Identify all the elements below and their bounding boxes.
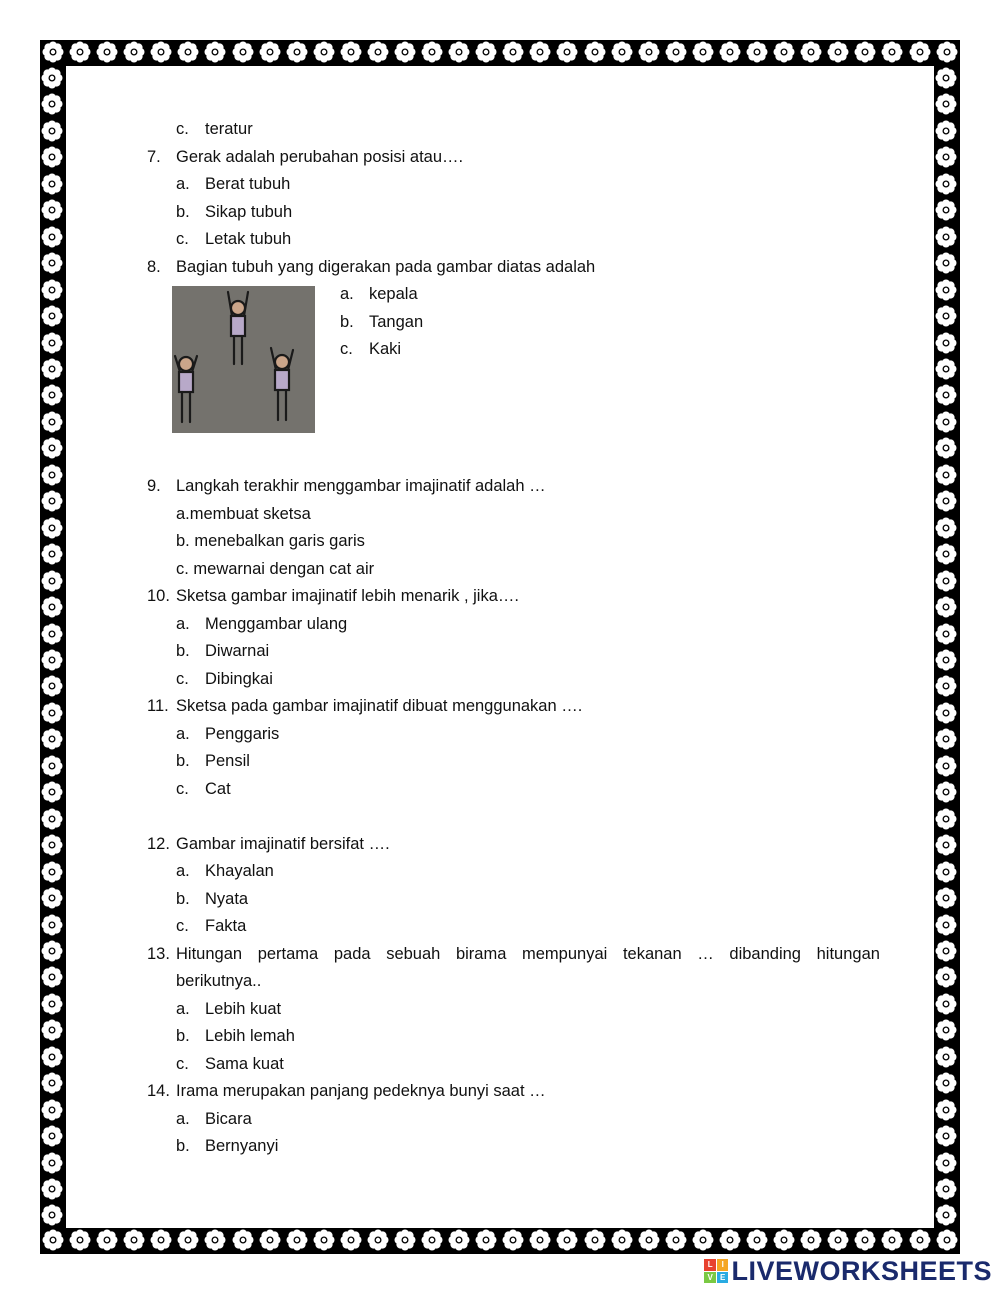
question	[147, 254, 880, 282]
option-text: Dibingkai	[205, 669, 273, 688]
answer-option	[147, 116, 880, 144]
flower-icon	[40, 886, 64, 910]
option-text: Sikap tubuh	[205, 202, 293, 221]
flower-icon	[285, 40, 309, 64]
flower-icon	[40, 145, 64, 169]
option-text: Lebih kuat	[205, 999, 282, 1018]
flower-icon	[934, 595, 958, 619]
option-text: Cat	[205, 779, 231, 798]
flower-icon	[908, 1228, 932, 1252]
flower-icon	[934, 913, 958, 937]
flower-icon	[934, 1151, 958, 1175]
flower-icon	[40, 304, 64, 328]
flower-icon	[934, 939, 958, 963]
questions-top	[147, 116, 880, 281]
flower-icon	[799, 40, 823, 64]
question-number: 10.	[147, 587, 170, 605]
option-text: Khayalan	[205, 862, 274, 880]
flower-icon	[203, 40, 227, 64]
question-word: hitungan	[816, 944, 880, 963]
flower-icon	[176, 1228, 200, 1252]
flower-icon	[583, 1228, 607, 1252]
question-word: mempunyai	[522, 944, 608, 963]
question-text: Sketsa pada gambar imajinatif dibuat menggunakan ….	[176, 697, 583, 715]
flower-icon	[40, 410, 64, 434]
option-letter: b.	[176, 202, 190, 221]
option-text: Letak tubuh	[205, 230, 292, 248]
flower-icon	[122, 40, 146, 64]
flower-icon	[934, 410, 958, 434]
flower-icon	[420, 40, 444, 64]
flower-icon	[501, 40, 525, 64]
flower-icon	[40, 225, 64, 249]
question-number: 13.	[147, 944, 170, 963]
flower-icon	[934, 1045, 958, 1069]
question-8-figure-block	[147, 281, 880, 473]
flower-icon	[934, 225, 958, 249]
option-letter: a.	[340, 285, 354, 303]
flower-icon	[934, 860, 958, 884]
option-text: Pensil	[205, 752, 250, 770]
question	[147, 144, 880, 172]
exercise-figure-image	[172, 286, 315, 433]
flower-icon	[934, 278, 958, 302]
spacer	[147, 803, 880, 831]
flower-icon	[40, 1203, 64, 1227]
question-text: Langkah terakhir menggambar imajinatif adalah …	[176, 477, 546, 495]
question-word: tekanan	[622, 944, 682, 963]
option-text: Bernyanyi	[205, 1137, 279, 1155]
question-word: sebuah	[386, 944, 441, 963]
flower-icon	[149, 1228, 173, 1252]
flower-icon	[691, 1228, 715, 1252]
flower-icon	[40, 251, 64, 275]
flower-icon	[934, 1018, 958, 1042]
flower-icon	[934, 754, 958, 778]
flower-icon	[934, 66, 958, 90]
option-letter: a.	[176, 724, 190, 743]
flower-icon	[40, 516, 64, 540]
question-number: 11.	[147, 697, 169, 715]
option-letter: c.	[176, 230, 189, 248]
question-word: pada	[333, 944, 371, 963]
flower-icon	[934, 807, 958, 831]
question-number: 14.	[147, 1082, 170, 1100]
answer-option	[147, 996, 880, 1024]
flower-icon	[934, 965, 958, 989]
answer-option	[147, 721, 880, 749]
flower-icon	[420, 1228, 444, 1252]
flower-icon	[366, 1228, 390, 1252]
answer-option	[312, 281, 612, 309]
flower-icon	[40, 542, 64, 566]
answer-option: c. mewarnai dengan cat air	[176, 559, 375, 578]
question-word: birama	[455, 944, 507, 963]
flower-icon	[40, 939, 64, 963]
flower-icon	[176, 40, 200, 64]
flower-icon	[40, 569, 64, 593]
option-letter: b.	[340, 312, 354, 331]
answer-option	[147, 1106, 880, 1134]
option-text: Tangan	[369, 312, 424, 331]
flower-icon	[934, 198, 958, 222]
option-letter: c.	[340, 340, 353, 358]
answer-option	[147, 776, 880, 804]
worksheet-content	[147, 116, 880, 1161]
question	[147, 693, 880, 721]
question-word: Hitungan	[176, 944, 243, 963]
flower-icon	[934, 357, 958, 381]
option-letter: a.	[176, 614, 190, 633]
flower-icon	[258, 40, 282, 64]
flower-icon	[934, 833, 958, 857]
flower-icon	[40, 1071, 64, 1095]
option-text: Fakta	[205, 917, 247, 935]
flower-icon	[637, 1228, 661, 1252]
question-text: Irama merupakan panjang pedeknya bunyi saat …	[176, 1082, 546, 1100]
flower-icon	[826, 40, 850, 64]
option-text: kepala	[369, 285, 418, 303]
flower-icon	[95, 1228, 119, 1252]
flower-icon	[934, 304, 958, 328]
answer-option	[312, 336, 612, 364]
flower-icon	[40, 674, 64, 698]
option-letter: a.	[176, 862, 190, 880]
flower-icon	[934, 727, 958, 751]
option-text: Penggaris	[205, 724, 280, 743]
flower-icon	[339, 40, 363, 64]
flower-icon	[934, 436, 958, 460]
flower-icon	[583, 40, 607, 64]
option-text: teratur	[205, 120, 253, 138]
flower-icon	[203, 1228, 227, 1252]
flower-icon	[41, 40, 65, 64]
flower-icon	[40, 1151, 64, 1175]
flower-icon	[40, 833, 64, 857]
flower-icon	[934, 1124, 958, 1148]
flower-icon	[40, 278, 64, 302]
flower-icon	[934, 145, 958, 169]
flower-icon	[934, 119, 958, 143]
option-letter: c.	[176, 779, 189, 798]
flower-icon	[40, 198, 64, 222]
liveworksheets-logo-mark	[704, 1259, 728, 1283]
flower-icon	[366, 40, 390, 64]
flower-icon	[691, 40, 715, 64]
border-bottom	[40, 1228, 960, 1254]
flower-icon	[745, 40, 769, 64]
flower-icon	[853, 1228, 877, 1252]
flower-icon	[447, 40, 471, 64]
question-number: 8.	[147, 257, 161, 276]
flower-icon	[312, 1228, 336, 1252]
question-number: 12.	[147, 834, 170, 853]
flower-icon	[934, 992, 958, 1016]
children-raising-hands-illustration	[172, 286, 315, 433]
flower-icon	[339, 1228, 363, 1252]
flower-icon	[40, 489, 64, 513]
option-letter: a.	[176, 175, 190, 193]
flower-icon	[474, 1228, 498, 1252]
option-letter: b.	[176, 889, 190, 908]
question	[147, 831, 880, 859]
flower-icon	[40, 66, 64, 90]
answer-option	[147, 913, 880, 941]
flower-icon	[934, 331, 958, 355]
flower-icon	[934, 172, 958, 196]
flower-icon	[934, 92, 958, 116]
flower-icon	[40, 1045, 64, 1069]
flower-icon	[40, 780, 64, 804]
flower-icon	[935, 1228, 959, 1252]
flower-icon	[95, 40, 119, 64]
logo-mark-letter: I	[717, 1259, 729, 1271]
answer-option	[147, 748, 880, 776]
flower-icon	[799, 1228, 823, 1252]
option-text: Diwarnai	[205, 642, 270, 660]
flower-icon	[40, 860, 64, 884]
answer-option	[147, 226, 880, 254]
flower-icon	[718, 1228, 742, 1252]
flower-icon	[40, 1098, 64, 1122]
flower-icon	[772, 40, 796, 64]
flower-icon	[935, 40, 959, 64]
question-13	[147, 941, 880, 969]
flower-icon	[934, 383, 958, 407]
flower-icon	[908, 40, 932, 64]
flower-icon	[40, 648, 64, 672]
flower-icon	[231, 40, 255, 64]
flower-icon	[40, 172, 64, 196]
option-letter: b.	[176, 642, 190, 660]
option-text: Menggambar ulang	[205, 614, 348, 633]
answer-option	[147, 858, 880, 886]
question-text: Sketsa gambar imajinatif lebih menarik , jika….	[176, 587, 519, 605]
flower-icon	[772, 1228, 796, 1252]
flower-icon	[68, 1228, 92, 1252]
flower-icon	[474, 40, 498, 64]
flower-icon	[41, 1228, 65, 1252]
question	[147, 1078, 880, 1106]
flower-icon	[285, 1228, 309, 1252]
questions-middle	[147, 473, 880, 941]
flower-icon	[934, 622, 958, 646]
flower-icon	[40, 913, 64, 937]
flower-icon	[40, 1177, 64, 1201]
answer-option	[147, 1023, 880, 1051]
flower-icon	[149, 40, 173, 64]
question-word: pertama	[257, 944, 319, 963]
flower-icon	[826, 1228, 850, 1252]
flower-icon	[934, 569, 958, 593]
flower-icon	[393, 40, 417, 64]
answer-option	[312, 309, 612, 337]
option-text: Kaki	[369, 340, 402, 358]
flower-icon	[934, 1098, 958, 1122]
flower-icon	[934, 489, 958, 513]
flower-icon	[40, 383, 64, 407]
option-letter: c.	[176, 917, 189, 935]
answer-option	[147, 886, 880, 914]
answer-option	[147, 199, 880, 227]
option-letter: b.	[176, 752, 190, 770]
option-text: Berat tubuh	[205, 175, 291, 193]
question-text: Gerak adalah perubahan posisi atau….	[176, 147, 464, 166]
flower-icon	[40, 807, 64, 831]
flower-icon	[664, 1228, 688, 1252]
flower-icon	[637, 40, 661, 64]
question-13-continuation: berikutnya..	[176, 972, 262, 990]
liveworksheets-logo-text: LIVEWORKSHEETS	[731, 1255, 992, 1286]
flower-icon	[610, 40, 634, 64]
flower-icon	[934, 1071, 958, 1095]
flower-icon	[40, 622, 64, 646]
logo-mark-letter: E	[717, 1272, 729, 1284]
flower-icon	[934, 701, 958, 725]
option-letter: c.	[176, 120, 189, 138]
flower-icon	[231, 1228, 255, 1252]
flower-icon	[40, 331, 64, 355]
flower-icon	[40, 357, 64, 381]
flower-icon	[934, 674, 958, 698]
answer-option	[147, 171, 880, 199]
flower-icon	[40, 463, 64, 487]
answer-option: a.membuat sketsa	[176, 504, 311, 523]
border-left	[40, 66, 66, 1228]
flower-icon	[934, 542, 958, 566]
flower-icon	[40, 754, 64, 778]
flower-icon	[934, 1177, 958, 1201]
answer-option: b. menebalkan garis garis	[176, 532, 365, 550]
flower-icon	[447, 1228, 471, 1252]
flower-icon	[393, 1228, 417, 1252]
flower-icon	[555, 40, 579, 64]
question	[147, 583, 880, 611]
question-number: 7.	[147, 147, 161, 166]
flower-icon	[40, 595, 64, 619]
flower-icon	[40, 965, 64, 989]
question	[147, 473, 880, 501]
question-13-text	[176, 941, 880, 969]
question-word: …	[697, 944, 714, 963]
option-text: Nyata	[205, 889, 249, 908]
flower-icon	[880, 40, 904, 64]
border-top	[40, 40, 960, 66]
flower-icon	[934, 648, 958, 672]
flower-icon	[664, 40, 688, 64]
questions-bottom	[147, 996, 880, 1161]
flower-icon	[40, 1018, 64, 1042]
answer-option	[147, 1133, 880, 1161]
flower-icon	[718, 40, 742, 64]
option-letter: b.	[176, 1137, 190, 1155]
flower-icon	[528, 40, 552, 64]
flower-icon	[312, 40, 336, 64]
logo-mark-letter: L	[704, 1259, 716, 1271]
option-letter: c.	[176, 1054, 189, 1073]
answer-option	[147, 638, 880, 666]
flower-icon	[880, 1228, 904, 1252]
flower-icon	[40, 92, 64, 116]
option-text: Lebih lemah	[205, 1027, 295, 1045]
flower-icon	[853, 40, 877, 64]
flower-icon	[40, 701, 64, 725]
flower-icon	[555, 1228, 579, 1252]
flower-icon	[258, 1228, 282, 1252]
flower-icon	[40, 727, 64, 751]
flower-icon	[68, 40, 92, 64]
option-text: Sama kuat	[205, 1054, 284, 1073]
answer-option	[147, 611, 880, 639]
flower-icon	[934, 463, 958, 487]
answer-option	[147, 1051, 880, 1079]
option-letter: b.	[176, 1027, 190, 1045]
flower-icon	[745, 1228, 769, 1252]
flower-icon	[40, 119, 64, 143]
flower-icon	[934, 1203, 958, 1227]
liveworksheets-logo	[704, 1256, 992, 1286]
flower-icon	[934, 780, 958, 804]
flower-icon	[501, 1228, 525, 1252]
option-letter: a.	[176, 1109, 190, 1128]
flower-icon	[40, 1124, 64, 1148]
flower-icon	[528, 1228, 552, 1252]
question-text: Bagian tubuh yang digerakan pada gambar diatas adalah	[176, 257, 596, 276]
flower-icon	[934, 251, 958, 275]
flower-icon	[40, 992, 64, 1016]
option-text: Bicara	[205, 1109, 252, 1128]
flower-icon	[934, 516, 958, 540]
question-number: 9.	[147, 477, 161, 495]
logo-mark-letter: V	[704, 1272, 716, 1284]
option-letter: a.	[176, 999, 190, 1018]
question-word: dibanding	[729, 944, 801, 963]
flower-icon	[122, 1228, 146, 1252]
flower-icon	[610, 1228, 634, 1252]
flower-icon	[934, 886, 958, 910]
option-letter: c.	[176, 669, 189, 688]
border-right	[934, 66, 960, 1228]
answer-option	[147, 666, 880, 694]
flower-icon	[40, 436, 64, 460]
question-text: Gambar imajinatif bersifat ….	[176, 834, 390, 853]
question-8-options	[312, 281, 612, 364]
